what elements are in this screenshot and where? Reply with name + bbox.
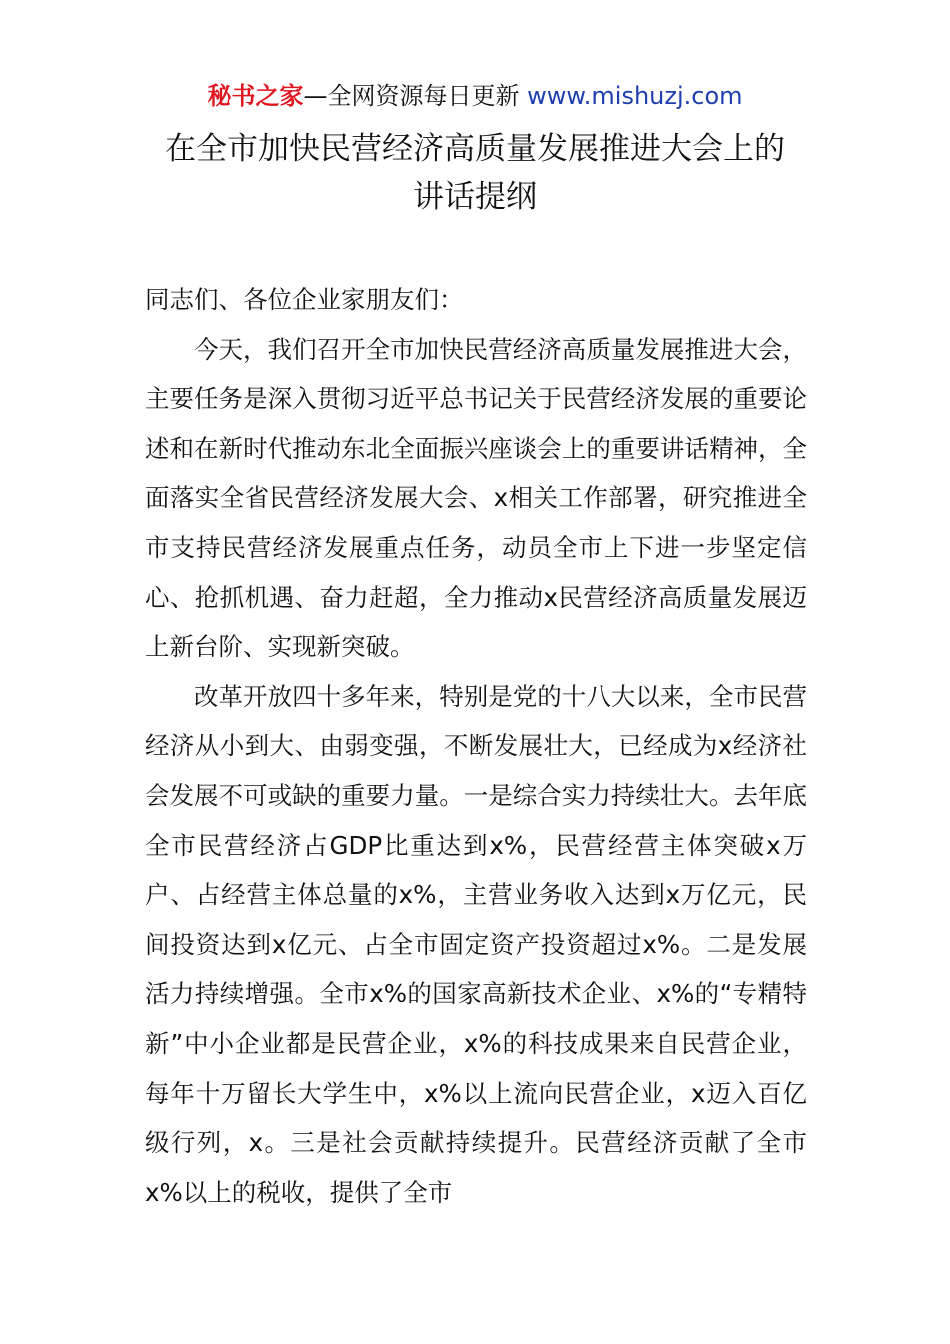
header-tagline: —全网资源每日更新 bbox=[303, 82, 520, 110]
brand-name: 秘书之家 bbox=[207, 82, 304, 110]
paragraph-1: 今天，我们召开全市加快民营经济高质量发展推进大会，主要任务是深入贯彻习近平总书记关于民营经济发展的重要论述和在新时代推动东北全面振兴座谈会上的重要讲话精神，全面落实全省民营经济发展大会、x相关工作部署，研究推进全市支持民营经济发展重点任务，动员全市上下进一步坚定信心、抢抓机遇、奋力赶超，全力推动x民营经济高质量发展迈上新台阶、实现新突破。 bbox=[145, 334, 807, 662]
document-title bbox=[0, 125, 950, 221]
salutation: 同志们、各位企业家朋友们： bbox=[145, 285, 464, 314]
site-url-link[interactable]: www.mishuzj.com bbox=[527, 82, 743, 110]
paragraph-2: 改革开放四十多年来，特别是党的十八大以来，全市民营经济从小到大、由弱变强，不断发展壮大，已经成为x经济社会发展不可或缺的重要力量。一是综合实力持续壮大。去年底全市民营经济占GDP比重达到x%，民营经营主体突破x万户、占经营主体总量的x%，主营业务收入达到x万亿元，民间投资达到x亿元、占全市固定资产投资超过x%。二是发展活力持续增强。全市x%的国家高新技术企业、x%的“专精特新”中小企业都是民营企业，x%的科技成果来自民营企业，每年十万留长大学生中，x%以上流向民营企业，x迈入百亿级行列，x。三是社会贡献持续提升。民营经济贡献了全市x%以上的税收，提供了全市 bbox=[145, 681, 807, 1207]
title-line-2: 讲话提纲 bbox=[413, 179, 537, 215]
site-header bbox=[0, 80, 950, 112]
document-body bbox=[145, 275, 807, 1217]
title-line-1: 在全市加快民营经济高质量发展推进大会上的 bbox=[165, 131, 785, 167]
